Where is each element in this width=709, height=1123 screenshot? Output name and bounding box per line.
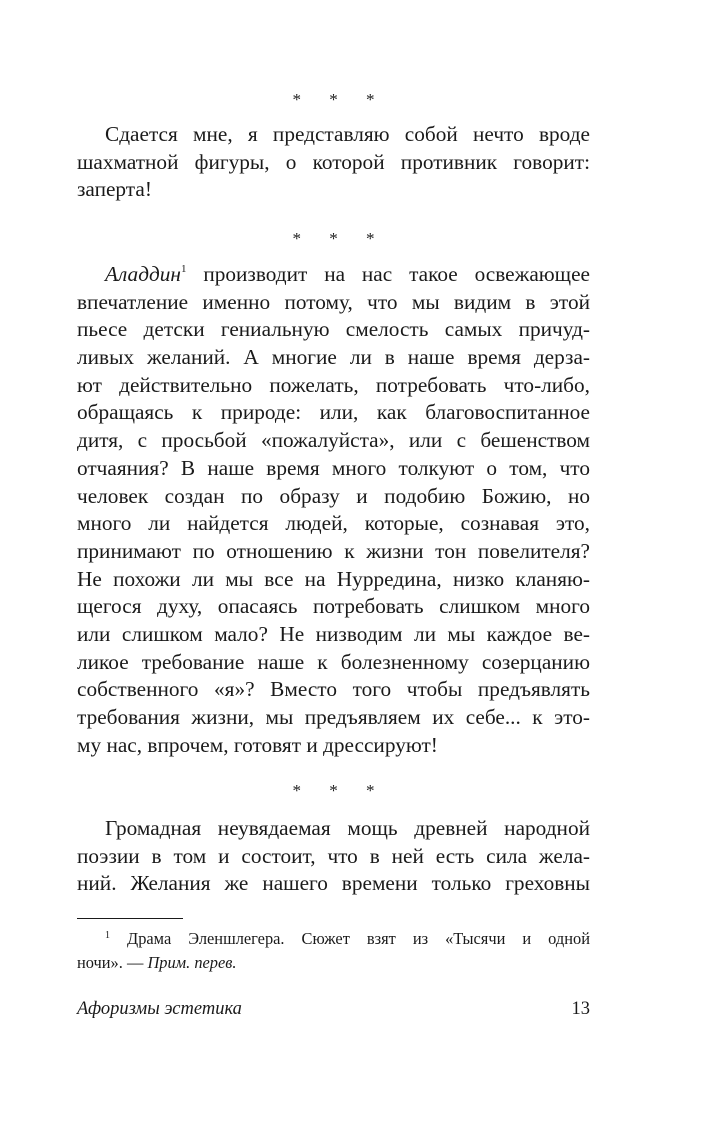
paragraph-3 (77, 815, 590, 898)
footnote-line (77, 951, 590, 975)
text-line: человек создан по образу и подобию Божию, но (77, 483, 590, 508)
footnote-text: ночи». — (77, 953, 148, 972)
footnote (77, 927, 590, 975)
text-line: требования жизни, мы предъявляем их себе... к это- (77, 705, 590, 729)
text-line: му нас, впрочем, готовят и дрессируют! (77, 732, 438, 757)
text-line: собственного «я»? Вместо того чтобы предъявлять (77, 677, 590, 702)
paragraph-1 (77, 121, 590, 204)
footnote-reference: 1 (180, 263, 187, 275)
text-line: впечатление именно потому, что мы видим в этой (77, 289, 590, 314)
text-line: дитя, с просьбой «пожалуйста», или с бешенством (77, 428, 590, 453)
play-title-aladdin: Аладдин (105, 262, 181, 286)
text-line: много ли найдется людей, которые, сознавая это, (77, 511, 590, 536)
text-line: заперта! (77, 177, 152, 202)
page-number: 13 (571, 999, 590, 1019)
footnote-line (77, 927, 590, 951)
text-line: ют действительно пожелать, потребовать что-либо, (77, 372, 590, 397)
text-line: отчаяния? В наше время много толкуют о том, что (77, 455, 590, 480)
text-line: ликое требование наше к болезненному созерцанию (77, 649, 590, 674)
text-line: или слишком мало? Не низводим ли мы каждое ве- (77, 621, 590, 646)
footnote-marker: 1 (105, 930, 110, 941)
footnote-divider (77, 918, 183, 919)
text-line: принимают по отношению к жизни тон повелителя? (77, 538, 590, 563)
text-line: щегося духу, опасаясь потребовать слишком много (77, 594, 590, 619)
text-fragment: производит на нас такое освежающее (186, 262, 590, 286)
text-line: обращаясь к природе: или, как благовоспитанное (77, 400, 590, 425)
running-title: Афоризмы эстетика (77, 999, 242, 1019)
section-separator: * * * (292, 229, 387, 248)
section-separator: * * * (292, 90, 387, 109)
text-line: поэзии в том и состоит, что в ней есть сила жела- (77, 843, 590, 868)
text-line: пьесе детски гениальную смелость самых причуд- (77, 317, 590, 342)
paragraph-2 (77, 261, 590, 759)
text-line: Сдается мне, я представляю собой нечто вроде (105, 122, 590, 146)
section-separator: * * * (292, 781, 387, 800)
text-line-first (77, 261, 590, 289)
text-line: ний. Желания же нашего времени только греховны (77, 871, 590, 896)
footnote-translator-note: Прим. перев. (147, 953, 237, 972)
text-line: шахматной фигуры, о которой противник говорит: (77, 149, 590, 174)
footnote-text: Драма Эленшлегера. Сюжет взят из «Тысячи и одной (110, 929, 590, 948)
text-line: ливых желаний. А многие ли в наше время дерза- (77, 345, 590, 370)
text-line: Не похожи ли мы все на Нурредина, низко кланяю- (77, 566, 590, 591)
text-line: Громадная неувядаемая мощь древней народной (105, 816, 590, 840)
